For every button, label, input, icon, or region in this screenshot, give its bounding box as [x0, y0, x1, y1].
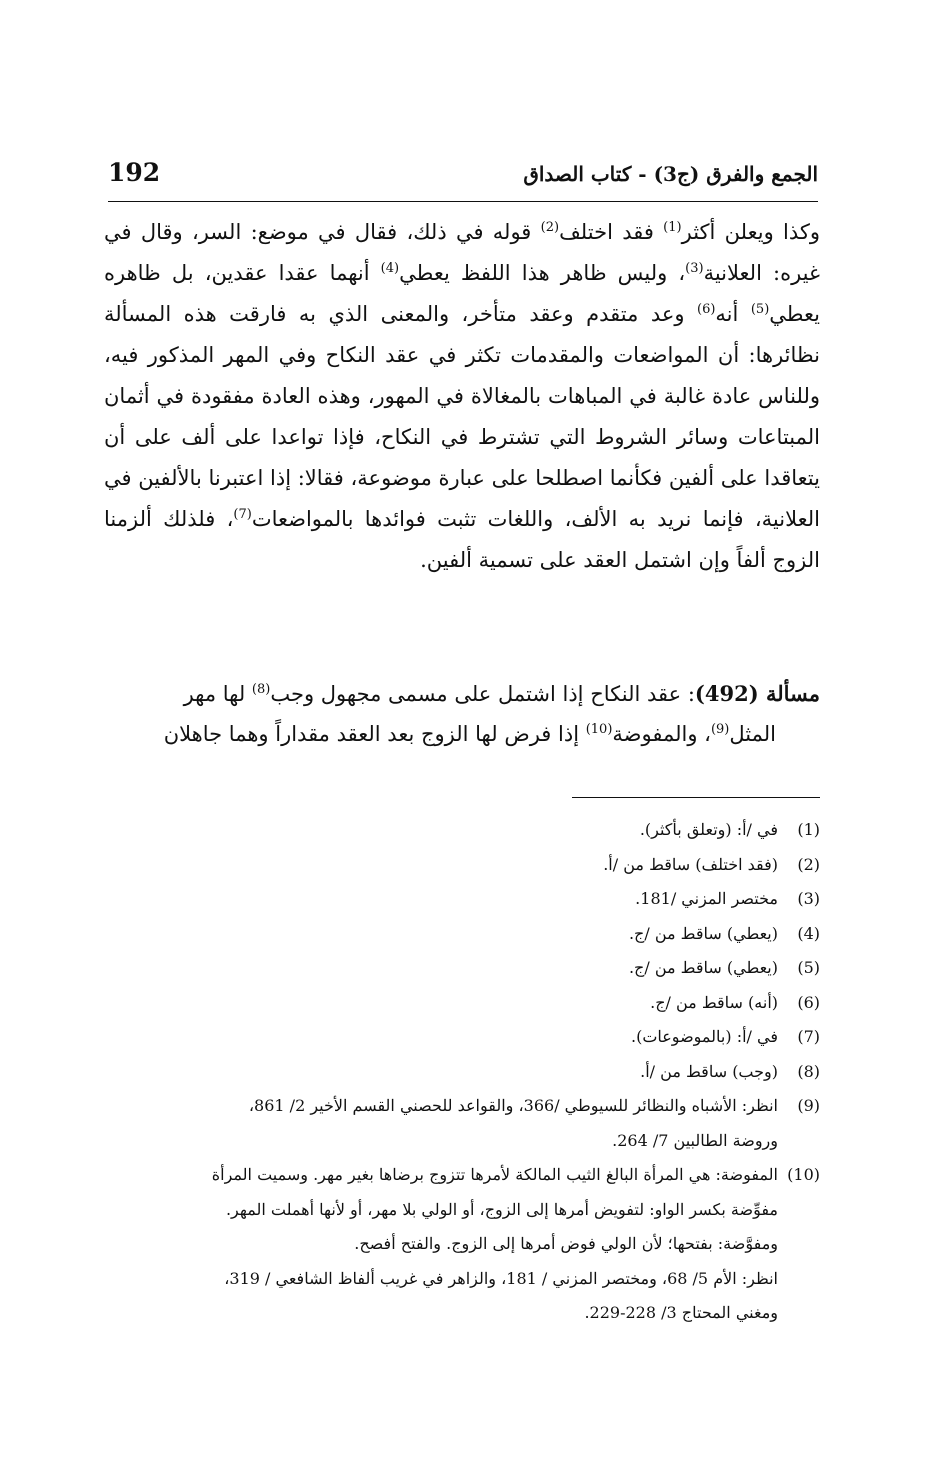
- footnote-ref: (9): [710, 722, 730, 737]
- footnote-number: (3): [797, 889, 820, 908]
- footnote-number: (5): [797, 958, 820, 977]
- issue-text: : عقد النكاح إذا اشتمل على مسمى مجهول وجب: [270, 682, 695, 706]
- footnote-text: [104, 917, 778, 952]
- footnote-text: [104, 986, 778, 1021]
- footnote-item: [104, 882, 820, 917]
- footnote-ref: (1): [663, 220, 682, 235]
- footnote-ref: (5): [750, 302, 770, 317]
- body-text: ، وليس ظاهر هذا اللفظ يعطي: [399, 261, 686, 285]
- footnote-text: [104, 1020, 778, 1055]
- footnote-ref: (6): [696, 302, 716, 317]
- footnote-item: [104, 813, 820, 848]
- footnote-item: [104, 986, 820, 1021]
- footnote-number: (10): [787, 1165, 820, 1184]
- issue-text: المثل: [729, 722, 776, 746]
- footnote-number: (8): [797, 1061, 820, 1081]
- page-header: [108, 158, 818, 198]
- footnotes-list: [104, 813, 820, 1331]
- page-number: 192: [108, 158, 161, 187]
- footnote-text: [104, 1089, 778, 1158]
- issue-paragraph: [104, 674, 820, 754]
- footnote-line: ومغني المحتاج 3/ 228-229.: [584, 1303, 778, 1322]
- footnote-line: (أنه) ساقط من /ج.: [650, 992, 778, 1012]
- footnote-item: [104, 951, 820, 986]
- footnote-text: [104, 848, 778, 883]
- footnote-line: (وجب) ساقط من /أ.: [640, 1061, 778, 1081]
- footnote-line: وروضة الطالبين 7/ 264.: [612, 1130, 778, 1150]
- footnote-item: [104, 1089, 820, 1158]
- footnote-line: انظر: الأشباه والنظائر للسيوطي /366، والقواعد للحصني القسم الأخير 2/ 861،: [248, 1096, 778, 1115]
- header-rule: [108, 201, 818, 202]
- footnote-text: [104, 1055, 778, 1090]
- body-text: فقد اختلف: [559, 220, 664, 244]
- footnote-number: (1): [797, 820, 820, 839]
- body-text: ، فلذلك ألزمنا الزوج ألفاً وإن اشتمل العقد على تسمية ألفين.: [104, 507, 820, 572]
- issue-text: إذا فرض لها الزوج بعد العقد مقداراً وهما جاهلان: [163, 722, 586, 746]
- footnote-text: [104, 882, 778, 917]
- body-paragraph: [104, 212, 820, 581]
- main-text: [104, 212, 820, 581]
- footnote-line: (فقد اختلف) ساقط من /أ.: [603, 854, 778, 874]
- issue-text: ، والمفوضة: [612, 722, 711, 746]
- body-text: قوله في ذلك، فقال في موضع: السر، وقال في غيره: العلانية: [104, 220, 820, 285]
- footnote-separator: [572, 797, 820, 798]
- footnote-item: [104, 1020, 820, 1055]
- footnote-line: المفوضة: هي المرأة البالغ الثيب المالكة لأمرها تتزوج برضاها بغير مهر. وسميت المرأة: [211, 1165, 778, 1184]
- footnote-line: في /أ: (بالموضوعات).: [630, 1027, 778, 1046]
- footnote-item: [104, 1055, 820, 1090]
- footnote-number: (4): [797, 923, 820, 943]
- footnote-number: (6): [797, 992, 820, 1012]
- footnote-line: مفوِّضة بكسر الواو: لتفويض أمرها إلى الزوج، أو الولي بلا مهر، أو لأنها أهملت المهر.: [225, 1199, 778, 1219]
- footnote-line: ومفوَّضة: بفتحها؛ لأن الولي فوض أمرها إلى الزوج. والفتح أفصح.: [354, 1234, 778, 1253]
- footnote-item: [104, 917, 820, 952]
- footnote-ref: (7): [233, 507, 252, 522]
- body-text: أنهما عقدا عقدين، بل ظاهره يعطي: [104, 261, 820, 326]
- issue-label: مسألة (492): [694, 681, 820, 706]
- footnote-ref: (2): [540, 220, 560, 235]
- footnote-ref: (8): [251, 682, 271, 697]
- footnote-number: (2): [797, 854, 820, 874]
- footnote-item: [104, 1158, 820, 1331]
- footnote-line: مختصر المزني /181.: [635, 889, 778, 908]
- footnote-number: (7): [797, 1027, 820, 1046]
- footnote-line: انظر: الأم 5/ 68، ومختصر المزني / 181، والزاهر في غريب ألفاظ الشافعي / 319،: [224, 1268, 778, 1288]
- issue-text: لها مهر: [183, 682, 252, 706]
- footnote-line: (يعطي) ساقط من /ج.: [628, 958, 778, 977]
- issue-line-2: [104, 714, 820, 754]
- footnote-text: [104, 813, 778, 848]
- footnote-text: [104, 1158, 778, 1331]
- footnote-text: [104, 951, 778, 986]
- running-title: الجمع والفرق (ج3) - كتاب الصداق: [523, 162, 818, 186]
- footnote-line: (يعطي) ساقط من /ج.: [628, 923, 778, 943]
- body-text: وكذا ويعلن أكثر: [681, 220, 820, 244]
- footnote-number: (9): [797, 1096, 820, 1115]
- footnote-ref: (3): [685, 261, 704, 276]
- footnote-item: [104, 848, 820, 883]
- body-text: أنه: [715, 302, 751, 326]
- footnote-ref: (4): [380, 261, 400, 276]
- footnote-ref: (10): [585, 722, 613, 737]
- footnote-line: في /أ: (وتعلق بأكثر).: [639, 820, 778, 839]
- body-text: وعد متقدم وعقد متأخر، والمعنى الذي به فارقت هذه المسألة نظائرها: أن المواضعات والمقدمات تكثر في عقد النكاح وفي المهر المذكور فيه، وللناس عادة غالبة في المباهات بالمغالاة في المهور، وهذه العادة مفقودة في أثمان المبتاعات وسائر الشروط التي تشترط في النكاح، فإذا تواعدا على ألف على أن يتعاقدا على ألفين فكأنما اصطلحا على عبارة موضوعة، فقالا: إذا اعتبرنا بالألفين في العلانية، فإنما نريد به الألف، واللغات تثبت فوائدها بالمواضعات: [104, 302, 820, 531]
